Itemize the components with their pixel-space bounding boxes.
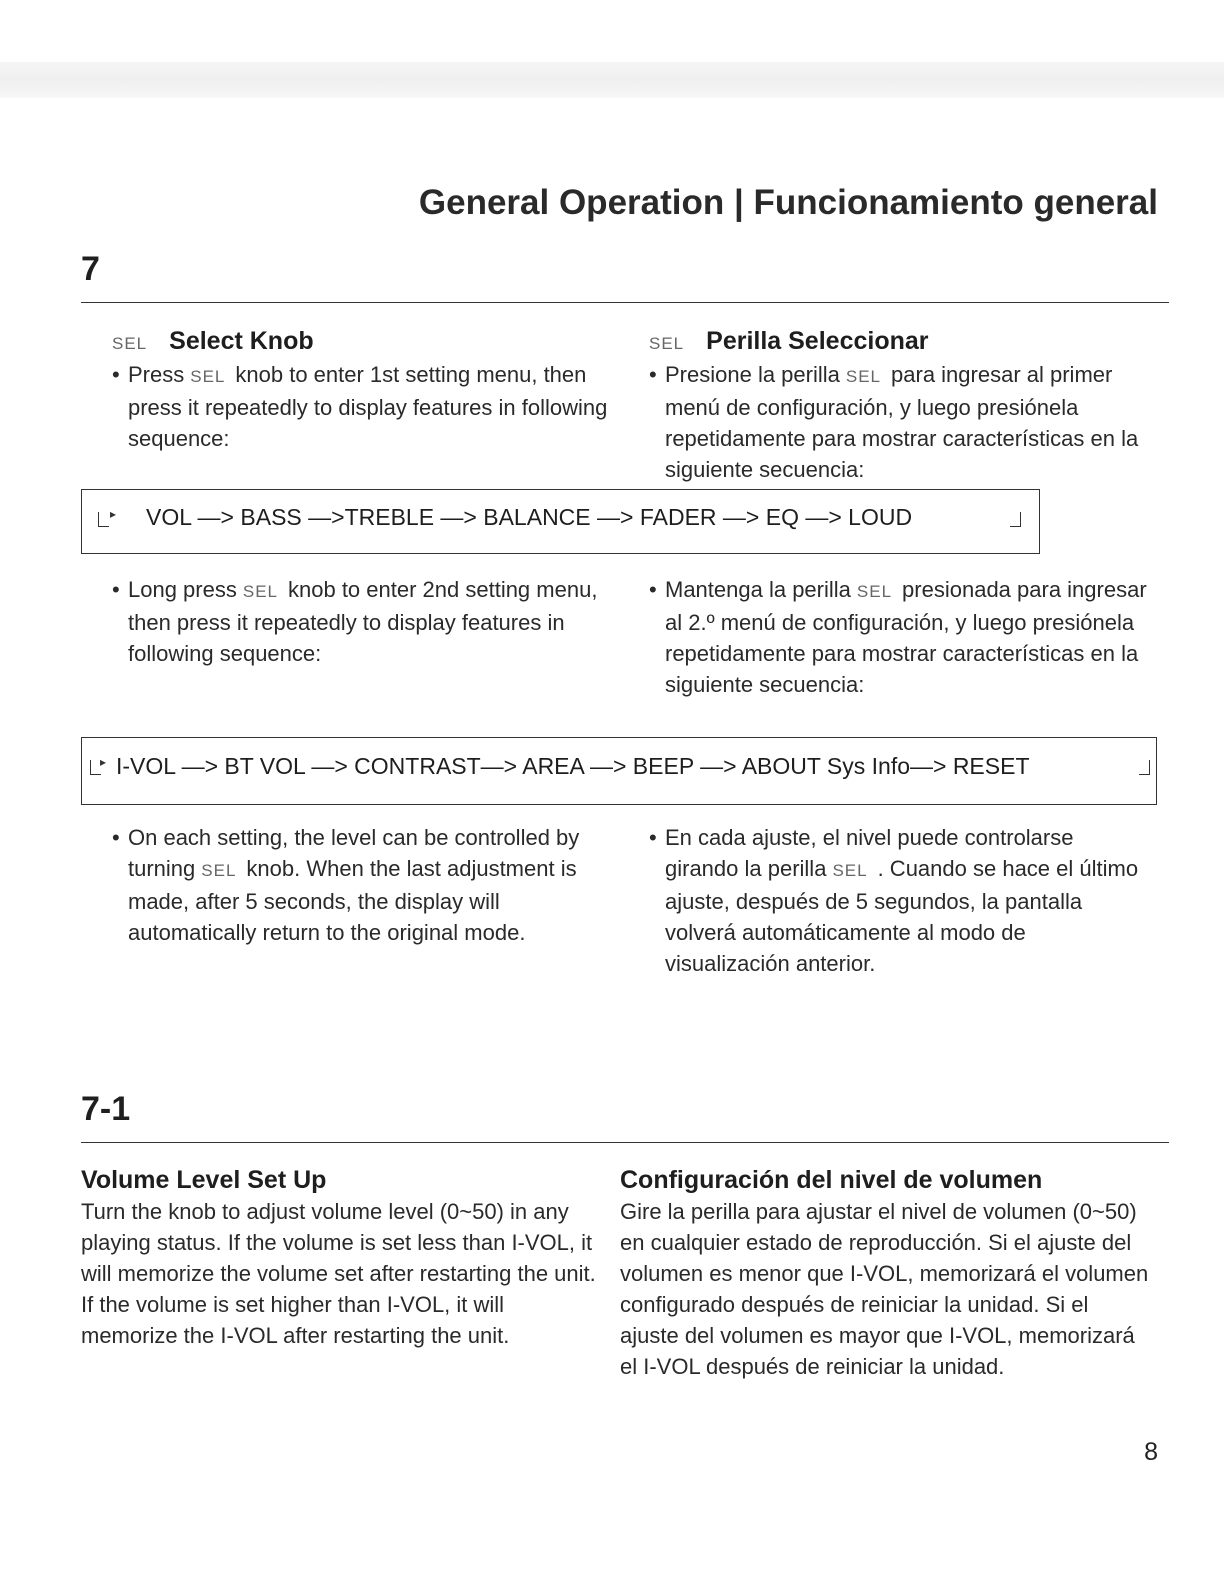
section-7-1-divider xyxy=(81,1142,1169,1143)
sel-label: SEL xyxy=(832,861,868,880)
volume-setup-en-block xyxy=(81,1165,601,1351)
sel-label: SEL xyxy=(649,334,685,353)
bullet-text: On each setting, the level can be controlled by turning xyxy=(128,825,580,881)
list-item: • En cada ajuste, el nivel puede controlarse girando la perilla SEL . Cuando se hace el último ajuste, después de 5 segundos, la pantalla volverá automáticamente al modo de visualización anterior. xyxy=(649,825,1139,976)
bullet-text: Mantenga la perilla xyxy=(665,577,851,602)
sequence-box-2 xyxy=(81,737,1157,805)
volume-setup-body: Turn the knob to adjust volume level (0~50) in any playing status. If the volume is set less than I-VOL, it will memorize the volume set after restarting the unit. If the volume is set higher than I-VOL, it will memorize the I-VOL after restarting the unit. xyxy=(81,1199,596,1348)
heading-text: Perilla Seleccionar xyxy=(706,327,929,355)
bullet-text: knob to enter 2nd setting menu, then press it repeatedly to display features in following sequence: xyxy=(128,577,598,666)
list-item: • Press SEL knob to enter 1st setting menu, then press it repeatedly to display features in following sequence: xyxy=(112,362,608,451)
sel-label: SEL xyxy=(845,367,882,386)
sel-label: SEL xyxy=(856,582,893,601)
list-item: • Mantenga la perilla SEL presionada para ingresar al 2.º menú de configuración, y luego presiónela repetidamente para mostrar características en la siguiente secuencia: xyxy=(649,577,1147,697)
bullet-text: . Cuando se hace el último ajuste, después de 5 segundos, la pantalla volverá automáticamente al modo de visualización anterior. xyxy=(665,856,1139,976)
list-item: • Presione la perilla SEL para ingresar al primer menú de configuración, y luego presiónela repetidamente para mostrar características en la siguiente secuencia: xyxy=(649,362,1139,482)
level-control-en-block xyxy=(112,822,632,948)
long-press-es-block xyxy=(649,574,1149,700)
perilla-es-block xyxy=(649,326,1149,485)
loop-bracket-right xyxy=(1010,512,1021,527)
loop-bracket-left xyxy=(98,512,109,527)
bullet-text: En cada ajuste, el nivel puede controlarse girando la perilla xyxy=(665,825,1074,881)
section-number-7: 7 xyxy=(81,250,100,288)
volume-setup-heading: Volume Level Set Up xyxy=(81,1166,327,1194)
sel-label: SEL xyxy=(112,334,148,353)
configuracion-body: Gire la perilla para ajustar el nivel de volumen (0~50) en cualquier estado de reproducción. Si el ajuste del volumen es menor que I-VOL, memorizará el volumen configurado después de reiniciar la unidad. Si el ajuste del volumen es mayor que I-VOL, memorizará el I-VOL después de reiniciar la unidad. xyxy=(620,1199,1149,1379)
heading-text: Select Knob xyxy=(169,327,314,355)
level-control-es-block xyxy=(649,822,1149,979)
bullet-text: Long press xyxy=(128,577,237,602)
select-knob-heading xyxy=(112,326,632,359)
volume-setup-es-block xyxy=(620,1165,1150,1382)
loop-bracket-right xyxy=(1139,760,1150,775)
sel-label: SEL xyxy=(242,582,278,601)
sel-label: SEL xyxy=(201,861,237,880)
sequence-box-1 xyxy=(81,489,1040,554)
select-knob-en-block xyxy=(112,326,632,454)
page-title: General Operation | Funcionamiento general xyxy=(418,183,1158,222)
sequence-text-1: VOL —> BASS —>TREBLE —> BALANCE —> FADER —> EQ —> LOUD xyxy=(146,504,913,530)
sel-label: SEL xyxy=(190,367,226,386)
bullet-text: knob. When the last adjustment is made, after 5 seconds, the display will automatically return to the original mode. xyxy=(128,856,577,945)
scan-band xyxy=(0,62,1224,98)
list-item: • On each setting, the level can be controlled by turning SEL knob. When the last adjustment is made, after 5 seconds, the display will automatically return to the original mode. xyxy=(112,825,580,945)
section-7-divider xyxy=(81,302,1169,303)
section-number-7-1: 7-1 xyxy=(81,1090,131,1128)
bullet-text: Press xyxy=(128,362,185,387)
sequence-text-2: I-VOL —> BT VOL —> CONTRAST—> AREA —> BEEP —> ABOUT Sys Info—> RESET xyxy=(116,753,1030,779)
page-number: 8 xyxy=(1144,1438,1158,1466)
bullet-text: knob to enter 1st setting menu, then press it repeatedly to display features in following sequence: xyxy=(128,362,608,451)
long-press-en-block xyxy=(112,574,632,669)
list-item: • Long press SEL knob to enter 2nd setting menu, then press it repeatedly to display features in following sequence: xyxy=(112,577,598,666)
perilla-heading xyxy=(649,326,1149,359)
bullet-text: para ingresar al primer menú de configuración, y luego presiónela repetidamente para mostrar características en la siguiente secuencia: xyxy=(665,362,1139,482)
configuracion-heading: Configuración del nivel de volumen xyxy=(620,1166,1043,1194)
arrow-icon: ▸ xyxy=(110,507,117,521)
bullet-text: Presione la perilla xyxy=(665,362,840,387)
arrow-icon: ▸ xyxy=(100,755,107,769)
bullet-text: presionada para ingresar al 2.º menú de configuración, y luego presiónela repetidamente para mostrar características en la siguiente secuencia: xyxy=(665,577,1147,697)
